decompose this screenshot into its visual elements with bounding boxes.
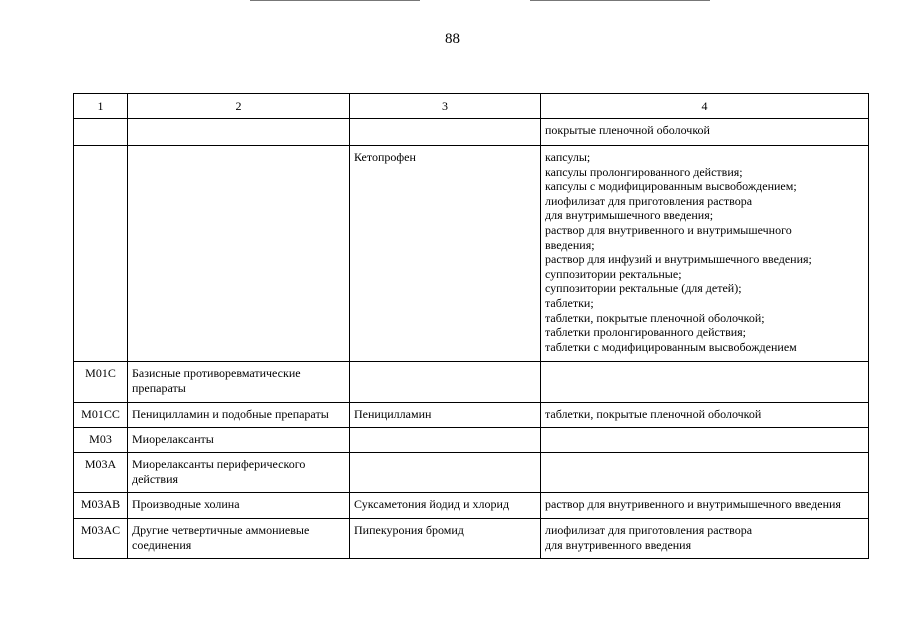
atc-code: M03A — [74, 453, 128, 493]
dosage-form: таблетки, покрытые пленочной оболочкой; — [545, 310, 765, 325]
atc-code: M03AC — [74, 519, 128, 559]
group-name: Миорелаксанты периферического действия — [128, 453, 350, 493]
dosage-form: суппозитории ректальные (для детей); — [545, 281, 742, 296]
table-header-row — [74, 94, 869, 119]
table-row — [74, 493, 869, 519]
group-name-text: Пеницилламин и подобные препараты — [132, 407, 329, 421]
column-header: 4 — [541, 94, 869, 119]
drug-table — [73, 93, 869, 559]
atc-code — [74, 119, 128, 146]
table-row — [74, 428, 869, 453]
table-row — [74, 519, 869, 559]
dosage-form: покрытые пленочной оболочкой — [545, 123, 710, 137]
column-header: 1 — [74, 94, 128, 119]
dosage-form: капсулы; — [545, 150, 591, 164]
group-name — [128, 146, 350, 362]
table-row — [74, 453, 869, 493]
dosage-form: таблетки, покрытые пленочной оболочкой — [545, 407, 762, 421]
atc-code: M03 — [74, 428, 128, 453]
dosage-form: таблетки; — [545, 295, 594, 310]
atc-code — [74, 146, 128, 362]
dosage-form: капсулы пролонгированного действия; — [545, 164, 743, 179]
table-row — [74, 403, 869, 428]
dosage-form: суппозитории ректальные; — [545, 266, 682, 281]
atc-code: M01C — [74, 362, 128, 403]
group-name — [128, 403, 350, 428]
atc-code: M03AB — [74, 493, 128, 519]
group-name: Производные холина — [128, 493, 350, 519]
drug-name-text: Суксаметония йодид и хлорид — [354, 497, 510, 511]
dosage-form: раствор для инфузий и внутримышечного введения; — [545, 252, 812, 267]
dosage-form: для внутривенного введения — [545, 537, 692, 552]
dosage-form: введения; — [545, 237, 595, 252]
group-name: Базисные противоревматические препараты — [128, 362, 350, 403]
drug-name: Пеницилламин — [350, 403, 541, 428]
dosage-form: таблетки с модифицированным высвобождением — [545, 339, 797, 354]
column-header: 3 — [350, 94, 541, 119]
drug-name — [350, 453, 541, 493]
dosage-forms — [541, 493, 869, 519]
dosage-form: раствор для внутривенного и внутримышечного введения — [545, 497, 841, 511]
drug-name: Кетопрофен — [350, 146, 541, 362]
atc-code: M01CC — [74, 403, 128, 428]
table-row — [74, 362, 869, 403]
table-row — [74, 146, 869, 362]
drug-name: Пипекурония бромид — [350, 519, 541, 559]
group-name — [128, 119, 350, 146]
dosage-form: лиофилизат для приготовления раствора — [545, 193, 753, 208]
drug-name — [350, 428, 541, 453]
drug-name — [350, 362, 541, 403]
dosage-forms — [541, 403, 869, 428]
dosage-form: раствор для внутривенного и внутримышечного — [545, 222, 792, 237]
drug-name — [350, 493, 541, 519]
dosage-form: лиофилизат для приготовления раствора — [545, 523, 753, 537]
column-header: 2 — [128, 94, 350, 119]
group-name: Другие четвертичные аммониевые соединения — [128, 519, 350, 559]
dosage-forms — [541, 428, 869, 453]
scan-edge-mark — [250, 0, 420, 1]
group-name: Миорелаксанты — [128, 428, 350, 453]
dosage-forms — [541, 453, 869, 493]
dosage-forms — [541, 146, 869, 362]
page-number: 88 — [445, 31, 460, 47]
table-row — [74, 119, 869, 146]
dosage-forms — [541, 519, 869, 559]
dosage-form: таблетки пролонгированного действия; — [545, 325, 747, 340]
dosage-forms — [541, 362, 869, 403]
dosage-form: для внутримышечного введения; — [545, 208, 714, 223]
dosage-forms — [541, 119, 869, 146]
scan-edge-mark — [530, 0, 710, 1]
drug-name — [350, 119, 541, 146]
dosage-form: капсулы с модифицированным высвобождением; — [545, 179, 797, 194]
